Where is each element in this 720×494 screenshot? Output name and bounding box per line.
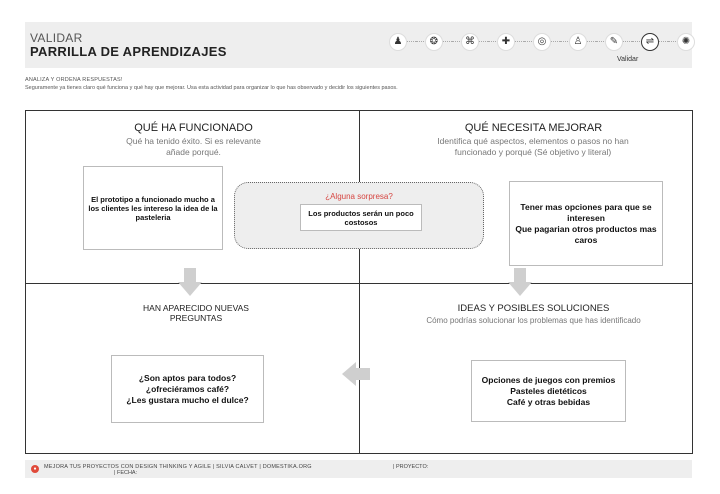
ideas-subtitle: Cómo podrías solucionar los problemas que has identificado (426, 316, 641, 325)
arrow-left-icon (342, 362, 370, 386)
footer-date-label: | FECHA: (114, 470, 138, 476)
domestika-logo-icon: ● (31, 465, 39, 473)
step-7[interactable] (596, 30, 632, 54)
ideas-title: IDEAS Y POSIBLES SOLUCIONES (457, 303, 610, 314)
network-icon: ⌘ (461, 33, 479, 51)
ideas-card[interactable] (471, 360, 626, 422)
surprise-card[interactable]: Los productos serán un poco costosos (300, 204, 422, 231)
ideas-card-line: Opciones de juegos con premios (481, 374, 616, 385)
surprise-label: ¿Alguna sorpresa? (325, 192, 393, 201)
active-step-label: Validar (617, 56, 639, 63)
intro-heading: ANALIZA Y ORDENA RESPUESTAS! (25, 77, 123, 83)
step-4[interactable] (488, 30, 524, 54)
ideas-card-line: Café y otras bebidas (506, 396, 591, 407)
footer-project-label: | PROYECTO: (393, 464, 429, 470)
improve-card-line: Que pagarian otros productos mas caros (515, 223, 657, 245)
step-3[interactable] (452, 30, 488, 54)
grid-horizontal-divider (26, 283, 692, 284)
questions-card-line: ¿Les gustara mucho el dulce? (126, 394, 249, 405)
step-6[interactable] (560, 30, 596, 54)
step-2[interactable] (416, 30, 452, 54)
page-title: PARRILLA DE APRENDIZAJES (30, 44, 227, 59)
questions-title: HAN APARECIDO NUEVAS PREGUNTAS (143, 303, 249, 323)
process-steps (380, 30, 704, 54)
pencil-icon: ✎ (605, 33, 623, 51)
step-1[interactable] (380, 30, 416, 54)
step-9[interactable] (668, 30, 704, 54)
intro-text: Seguramente ya tienes claro qué funciona y qué hay que mejorar. Usa esta actividad para organizar lo que has observado y decidir los siguientes pasos. (25, 85, 398, 91)
worked-card[interactable]: El prototipo a funcionado mucho a los clientes les intereso la idea de la pasteleria (83, 166, 223, 250)
target-icon: ◎ (533, 33, 551, 51)
improve-card[interactable] (509, 181, 663, 266)
improve-card-line: Tener mas opciones para que se interesen (520, 201, 652, 223)
questions-card-line: ¿Son aptos para todos? (138, 372, 237, 383)
step-5[interactable] (524, 30, 560, 54)
arrow-down-left-icon (178, 268, 202, 296)
worked-subtitle: Qué ha tenido éxito. Si es relevante añade porqué. (126, 136, 261, 157)
validate-icon: ⇌ (641, 33, 659, 51)
footer-credits: MEJORA TUS PROYECTOS CON DESIGN THINKING Y AGILE | SILVIA CALVET | DOMESTIKA.ORG (44, 464, 312, 470)
questions-card[interactable] (111, 355, 264, 423)
step-8-active[interactable] (632, 30, 668, 54)
ideas-card-line: Pasteles dietéticos (510, 385, 587, 396)
arrow-down-right-icon (508, 268, 532, 296)
footer-bar (25, 460, 692, 478)
person-icon: ♟ (389, 33, 407, 51)
learning-grid (25, 110, 693, 454)
improve-title: QUÉ NECESITA MEJORAR (464, 122, 603, 134)
brain-icon: ❂ (425, 33, 443, 51)
surprise-panel (234, 182, 484, 249)
header-kicker: VALIDAR (30, 31, 83, 45)
sparkle-icon: ✺ (677, 33, 695, 51)
presenter-icon: ♙ (569, 33, 587, 51)
cross-icon: ✚ (497, 33, 515, 51)
improve-subtitle: Identifica qué aspectos, elementos o pasos no han funcionado y porqué (Sé objetivo y literal) (437, 136, 629, 157)
header-bar (25, 22, 692, 68)
grid-vertical-divider (359, 111, 360, 453)
worked-title: QUÉ HA FUNCIONADO (134, 122, 253, 134)
questions-card-line: ¿ofreciéramos café? (145, 383, 230, 394)
